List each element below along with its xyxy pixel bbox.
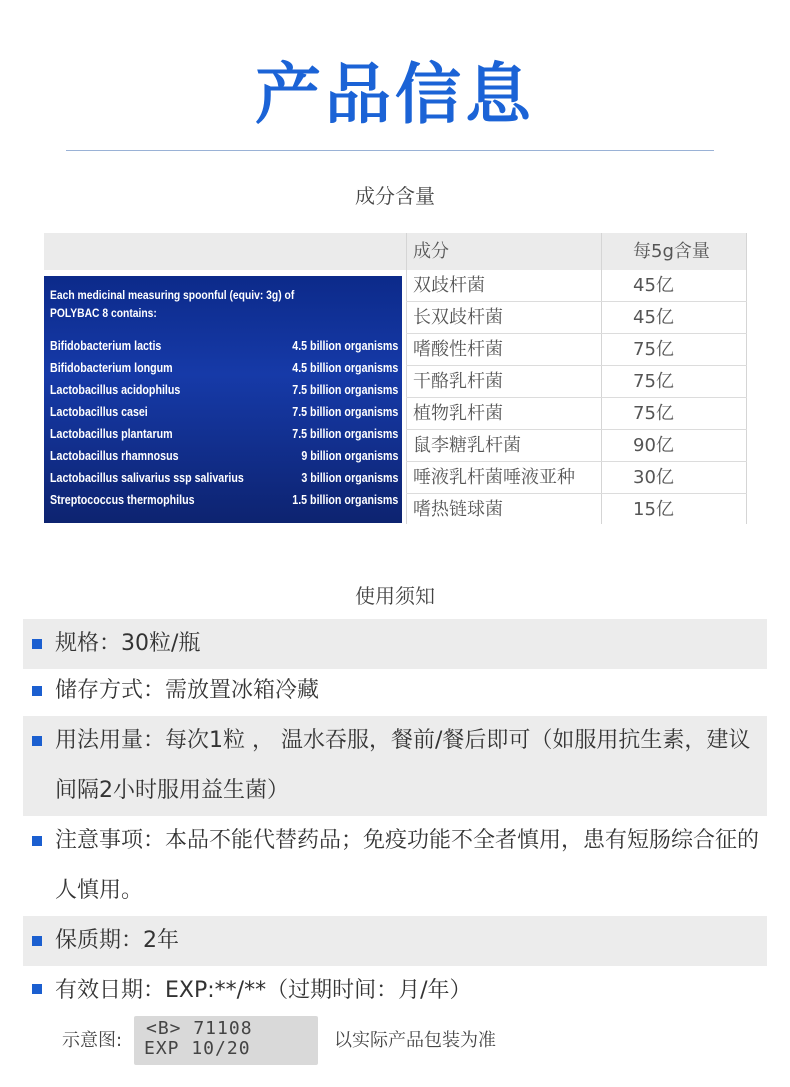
notice-item-cautions bbox=[23, 816, 767, 916]
ingredients-heading: 成分含量 bbox=[355, 184, 435, 208]
ingredient-name: 植物乳杆菌 bbox=[413, 403, 503, 424]
notice-text: 规格：30粒/瓶 bbox=[55, 631, 201, 656]
label-strain: Lactobacillus casei bbox=[50, 404, 148, 419]
ingredient-name: 唾液乳杆菌唾液亚种 bbox=[413, 467, 575, 488]
notice-item-spec bbox=[23, 619, 767, 669]
ingredient-amount: 15亿 bbox=[633, 499, 674, 520]
stamp-line-1: <B> 71108 bbox=[146, 1018, 253, 1039]
table-row bbox=[406, 398, 747, 430]
label-strain: Lactobacillus salivarius ssp salivarius bbox=[50, 470, 244, 485]
label-count: 9 billion organisms bbox=[300, 448, 398, 463]
sample-label: 示意图: bbox=[62, 1030, 123, 1051]
notice-heading: 使用须知 bbox=[355, 584, 435, 608]
ingredient-amount: 45亿 bbox=[633, 307, 674, 328]
label-row bbox=[50, 338, 398, 360]
stamp-line-2: EXP 10/20 bbox=[144, 1038, 251, 1059]
ingredient-amount: 30亿 bbox=[633, 467, 674, 488]
expiry-sample bbox=[0, 1016, 790, 1066]
col-header-name: 成分 bbox=[413, 241, 449, 262]
col-header-amount: 每5g含量 bbox=[633, 241, 710, 262]
table-row bbox=[406, 494, 747, 526]
bullet-icon bbox=[32, 736, 42, 746]
label-strain: Lactobacillus plantarum bbox=[50, 426, 173, 441]
ingredient-name: 长双歧杆菌 bbox=[413, 307, 503, 328]
label-count: 3 billion organisms bbox=[300, 470, 398, 485]
label-strain: Bifidobacterium longum bbox=[50, 360, 173, 375]
label-strain: Streptococcus thermophilus bbox=[50, 492, 195, 507]
table-row bbox=[406, 462, 747, 494]
ingredient-name: 鼠李糖乳杆菌 bbox=[413, 435, 521, 456]
notice-item-shelf-life bbox=[23, 916, 767, 966]
bullet-icon bbox=[32, 639, 42, 649]
notice-text: 储存方式：需放置冰箱冷藏 bbox=[55, 678, 320, 703]
label-intro: Each medicinal measuring spoonful (equiv: 3g) of POLYBAC 8 contains: bbox=[50, 288, 295, 320]
notice-item-expiry bbox=[23, 966, 767, 1016]
table-row bbox=[406, 334, 747, 366]
label-row bbox=[50, 426, 398, 448]
table-row bbox=[406, 366, 747, 398]
label-count: 7.5 billion organisms bbox=[291, 426, 398, 441]
ingredient-amount: 45亿 bbox=[633, 275, 674, 296]
table-row bbox=[406, 302, 747, 334]
label-row bbox=[50, 404, 398, 426]
label-count: 4.5 billion organisms bbox=[291, 338, 398, 353]
label-count: 4.5 billion organisms bbox=[291, 360, 398, 375]
label-row bbox=[50, 448, 398, 470]
notice-text: 用法用量：每次1粒 ， 温水吞服，餐前/餐后即可（如服用抗生素，建议间隔2小时服用益生菌） bbox=[55, 728, 751, 803]
sample-note: 以实际产品包装为准 bbox=[334, 1030, 496, 1051]
label-strain: Lactobacillus acidophilus bbox=[50, 382, 181, 397]
ingredient-amount: 75亿 bbox=[633, 403, 674, 424]
ingredient-amount: 75亿 bbox=[633, 371, 674, 392]
ingredient-amount: 90亿 bbox=[633, 435, 674, 456]
label-strain: Bifidobacterium lactis bbox=[50, 338, 162, 353]
label-row bbox=[50, 492, 398, 514]
bullet-icon bbox=[32, 836, 42, 846]
bullet-icon bbox=[32, 984, 42, 994]
label-count: 7.5 billion organisms bbox=[291, 382, 398, 397]
ingredient-name: 双歧杆菌 bbox=[413, 275, 485, 296]
page-title: 产品信息 bbox=[255, 56, 535, 133]
bullet-icon bbox=[32, 936, 42, 946]
label-row bbox=[50, 360, 398, 382]
label-count: 1.5 billion organisms bbox=[291, 492, 398, 507]
expiry-stamp-image bbox=[134, 1016, 318, 1065]
ingredient-name: 嗜热链球菌 bbox=[413, 499, 503, 520]
label-row bbox=[50, 470, 398, 492]
ingredient-name: 干酪乳杆菌 bbox=[413, 371, 503, 392]
notice-text: 有效日期：EXP:**/**（过期时间：月/年） bbox=[55, 978, 472, 1003]
label-row bbox=[50, 382, 398, 404]
product-label-image bbox=[44, 276, 402, 523]
bullet-icon bbox=[32, 686, 42, 696]
ingredient-name: 嗜酸性杆菌 bbox=[413, 339, 503, 360]
notice-item-storage bbox=[23, 666, 767, 716]
ingredient-amount: 75亿 bbox=[633, 339, 674, 360]
table-row bbox=[406, 270, 747, 302]
notice-text: 注意事项：本品不能代替药品；免疫功能不全者慎用，患有短肠综合征的人慎用。 bbox=[55, 828, 760, 903]
label-count: 7.5 billion organisms bbox=[291, 404, 398, 419]
notice-text: 保质期：2年 bbox=[55, 928, 179, 953]
label-strain: Lactobacillus rhamnosus bbox=[50, 448, 179, 463]
title-divider bbox=[66, 150, 714, 151]
table-row bbox=[406, 430, 747, 462]
notice-item-usage bbox=[23, 716, 767, 816]
